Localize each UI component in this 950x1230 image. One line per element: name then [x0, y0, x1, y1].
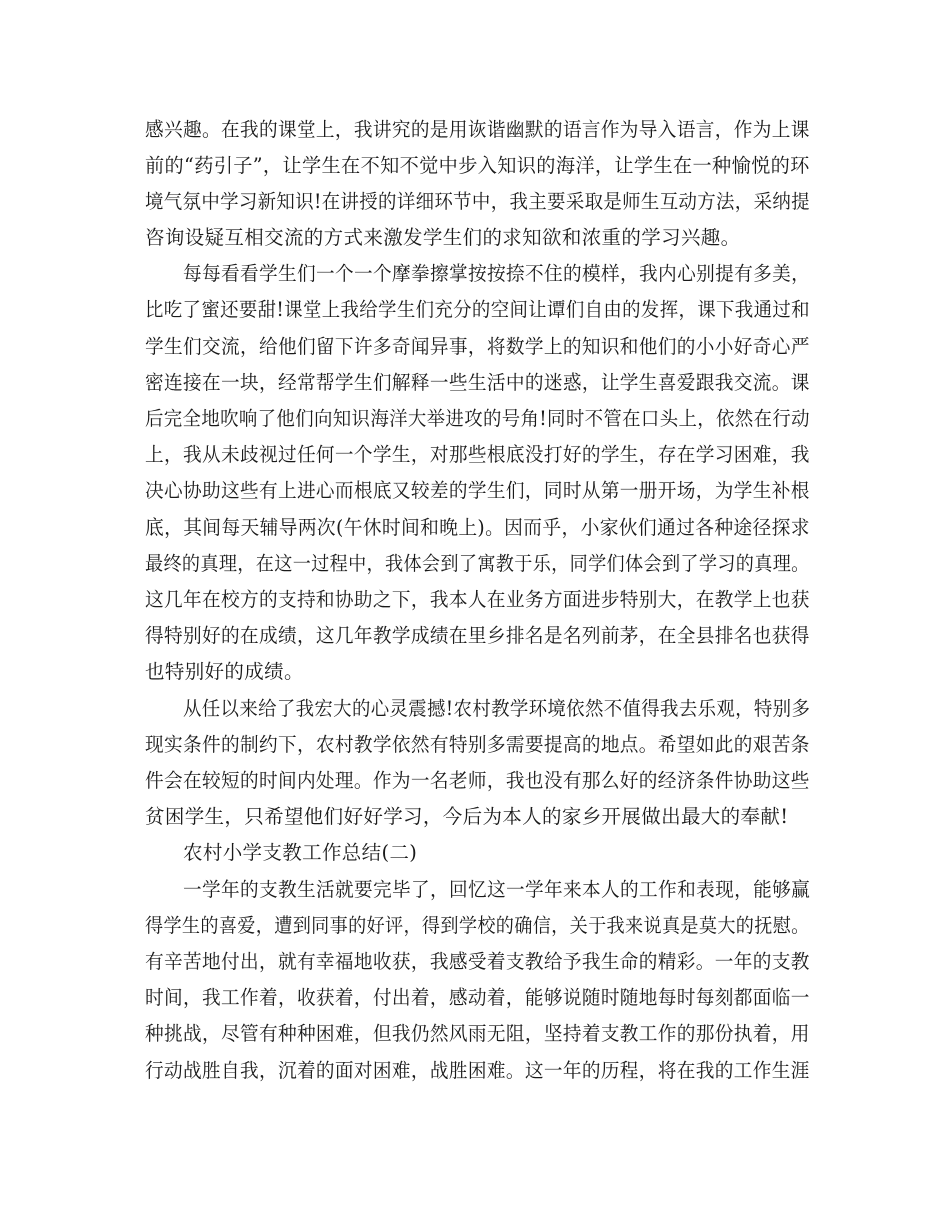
text-line: 件会在较短的时间内处理。作为一名老师，我也没有那么好的经济条件协助这些 — [145, 769, 810, 792]
text-line: 底，其间每天辅导两次(午休时间和晚上)。因而乎，小家伙们通过各种途径探求 — [145, 516, 810, 539]
text-line: 上，我从未歧视过任何一个学生，对那些根底没打好的学生，存在学习困难，我 — [145, 443, 810, 466]
text-line: 这几年在校方的支持和协助之下，我本人在业务方面进步特别大，在教学上也获 — [145, 588, 810, 611]
text-line: 后完全地吹响了他们向知识海洋大举进攻的号角!同时不管在口头上，依然在行动 — [145, 407, 810, 430]
text-line: 行动战胜自我，沉着的面对困难，战胜困难。这一年的历程，将在我的工作生涯 — [145, 1059, 810, 1082]
text-line: 前的“药引子”，让学生在不知不觉中步入知识的海洋，让学生在一种愉悦的环 — [145, 154, 810, 177]
text-line: 比吃了蜜还要甜!课堂上我给学生们充分的空间让谭们自由的发挥，课下我通过和 — [145, 298, 810, 321]
text-line: 感兴趣。在我的课堂上，我讲究的是用诙谐幽默的语言作为导入语言，作为上课 — [145, 118, 810, 141]
text-line: 境气氛中学习新知识!在讲授的详细环节中，我主要采取是师生互动方法，采纳提 — [145, 190, 810, 213]
section-heading: 农村小学支教工作总结(二) — [183, 841, 418, 864]
text-line: 得学生的喜爱，遭到同事的好评，得到学校的确信，关于我来说真是莫大的抚慰。 — [145, 914, 810, 937]
text-line: 也特别好的成绩。 — [145, 660, 304, 683]
text-line: 决心协助这些有上进心而根底又较差的学生们，同时从第一册开场，为学生补根 — [145, 479, 810, 502]
text-line: 学生们交流，给他们留下许多奇闻异事，将数学上的知识和他们的小小好奇心严 — [145, 335, 810, 358]
text-line: 得特别好的在成绩，这几年教学成绩在里乡排名是名列前茅，在全县排名也获得 — [145, 624, 810, 647]
text-line: 现实条件的制约下，农村教学依然有特别多需要提高的地点。希望如此的艰苦条 — [145, 733, 810, 756]
text-line: 有辛苦地付出，就有幸福地收获，我感受着支教给予我生命的精彩。一年的支教 — [145, 950, 810, 973]
text-line: 密连接在一块，经常帮学生们解释一些生活中的迷惑，让学生喜爱跟我交流。课 — [145, 371, 810, 394]
text-line: 种挑战，尽管有种种困难，但我仍然风雨无阻，坚持着支教工作的那份执着，用 — [145, 1022, 810, 1045]
paragraph-first-line: 每每看看学生们一个一个摩拳擦掌按按捺不住的模样，我内心别提有多美， — [183, 262, 811, 285]
paragraph-first-line: 一学年的支教生活就要完毕了，回忆这一学年来本人的工作和表现，能够赢 — [183, 878, 811, 901]
text-line: 贫困学生，只希望他们好好学习，今后为本人的家乡开展做出最大的奉献! — [145, 805, 789, 828]
text-line: 时间，我工作着，收获着，付出着，感动着，能够说随时随地每时每刻都面临一 — [145, 986, 810, 1009]
paragraph-first-line: 从任以来给了我宏大的心灵震撼!农村教学环境依然不值得我去乐观，特别多 — [183, 697, 811, 720]
text-line: 咨询设疑互相交流的方式来激发学生们的求知欲和浓重的学习兴趣。 — [145, 226, 741, 249]
text-line: 最终的真理，在这一过程中，我体会到了寓教于乐，同学们体会到了学习的真理。 — [145, 552, 810, 575]
